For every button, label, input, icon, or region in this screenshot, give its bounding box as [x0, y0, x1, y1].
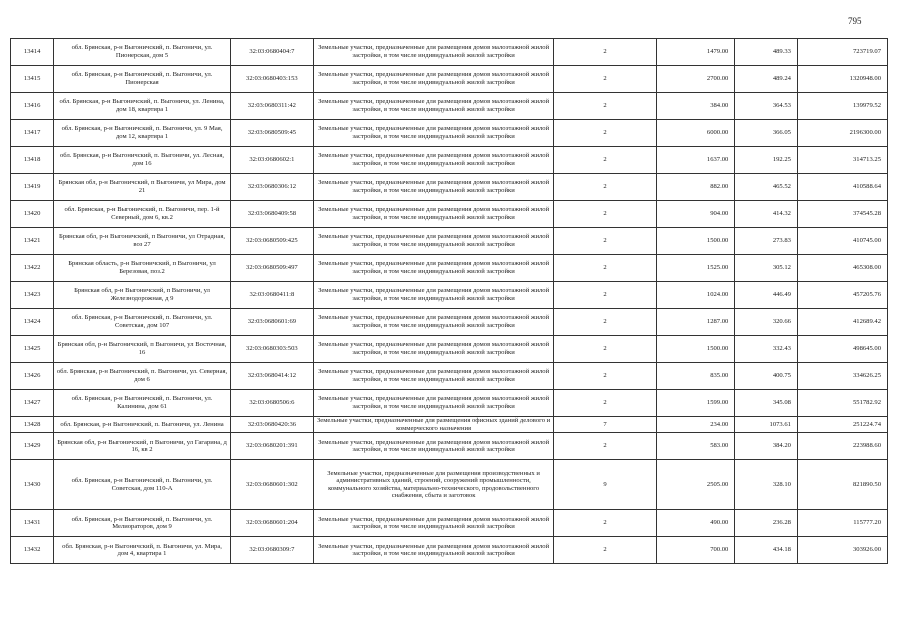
specific-value-cell: 328.10 [735, 460, 798, 510]
address-cell: обл. Брянская, р-н Выгоничский, п. Выгоничи, ул. Пионерская [54, 66, 231, 93]
row-number: 13421 [11, 228, 54, 255]
address-cell: Брянская обл, р-н Выгоничский, п Выгоничи, ул Гагарина, д 16, кв 2 [54, 433, 231, 460]
table-row [11, 228, 888, 255]
land-use-cell: Земельные участки, предназначенные для размещения домов малоэтажной жилой застройки, в том числе индивидуальной жилой застройки [313, 147, 553, 174]
address-cell: обл. Брянская, р-н Выгоничский, п. Выгоничи, ул. Советская, дом 107 [54, 309, 231, 336]
row-number: 13426 [11, 363, 54, 390]
cadastral-value-cell: 223988.60 [797, 433, 887, 460]
row-number: 13429 [11, 433, 54, 460]
use-class-cell: 2 [554, 309, 657, 336]
area-cell: 1024.00 [656, 282, 735, 309]
land-use-cell: Земельные участки, предназначенные для размещения домов малоэтажной жилой застройки, в том числе индивидуальной жилой застройки [313, 363, 553, 390]
row-number: 13418 [11, 147, 54, 174]
use-class-cell: 2 [554, 66, 657, 93]
table-row [11, 66, 888, 93]
cadastral-number-cell: 32:03:0680506:6 [230, 390, 313, 417]
address-cell: обл. Брянская, р-н Выгоничский, п. Выгоничи, ул. Калинина, дом 61 [54, 390, 231, 417]
address-cell: Брянская обл, р-н Выгоничский, п Выгоничи, ул Железнодорожная, д 9 [54, 282, 231, 309]
address-cell: обл. Брянская, р-н Выгоничский, п. Выгоничи, ул. Ленина, дом 18, квартира 1 [54, 93, 231, 120]
area-cell: 490.00 [656, 510, 735, 537]
land-use-cell: Земельные участки, предназначенные для размещения домов малоэтажной жилой застройки, в том числе индивидуальной жилой застройки [313, 433, 553, 460]
cadastral-value-cell: 821890.50 [797, 460, 887, 510]
area-cell: 1287.00 [656, 309, 735, 336]
land-use-cell: Земельные участки, предназначенные для размещения домов малоэтажной жилой застройки, в том числе индивидуальной жилой застройки [313, 282, 553, 309]
specific-value-cell: 384.20 [735, 433, 798, 460]
cadastral-number-cell: 32:03:0680509:497 [230, 255, 313, 282]
area-cell: 234.00 [656, 417, 735, 433]
row-number: 13414 [11, 39, 54, 66]
table-row [11, 460, 888, 510]
cadastral-value-cell: 498645.00 [797, 336, 887, 363]
cadastral-value-cell: 465308.00 [797, 255, 887, 282]
use-class-cell: 2 [554, 282, 657, 309]
table-body [11, 39, 888, 564]
address-cell: обл. Брянская, р-н Выгоничский, п. Выгоничи, ул. Мира, дом 4, квартира 1 [54, 537, 231, 564]
land-use-cell: Земельные участки, предназначенные для размещения домов малоэтажной жилой застройки, в том числе индивидуальной жилой застройки [313, 309, 553, 336]
area-cell: 2700.00 [656, 66, 735, 93]
specific-value-cell: 400.75 [735, 363, 798, 390]
row-number: 13431 [11, 510, 54, 537]
row-number: 13416 [11, 93, 54, 120]
use-class-cell: 2 [554, 433, 657, 460]
cadastral-value-cell: 1320948.00 [797, 66, 887, 93]
cadastral-value-cell: 412689.42 [797, 309, 887, 336]
specific-value-cell: 332.43 [735, 336, 798, 363]
land-use-cell: Земельные участки, предназначенные для размещения домов малоэтажной жилой застройки, в том числе индивидуальной жилой застройки [313, 39, 553, 66]
specific-value-cell: 305.12 [735, 255, 798, 282]
row-number: 13422 [11, 255, 54, 282]
cadastral-value-cell: 115777.20 [797, 510, 887, 537]
row-number: 13432 [11, 537, 54, 564]
area-cell: 882.00 [656, 174, 735, 201]
row-number: 13428 [11, 417, 54, 433]
cadastral-value-cell: 303926.00 [797, 537, 887, 564]
cadastral-number-cell: 32:03:0680601:69 [230, 309, 313, 336]
cadastral-number-cell: 32:03:0680303:503 [230, 336, 313, 363]
cadastral-value-cell: 251224.74 [797, 417, 887, 433]
use-class-cell: 2 [554, 390, 657, 417]
land-use-cell: Земельные участки, предназначенные для размещения домов малоэтажной жилой застройки, в том числе индивидуальной жилой застройки [313, 201, 553, 228]
cadastral-value-cell: 374545.28 [797, 201, 887, 228]
address-cell: обл. Брянская, р-н Выгоничский, п. Выгоничи, ул. Северная, дом 6 [54, 363, 231, 390]
use-class-cell: 2 [554, 537, 657, 564]
table-row [11, 120, 888, 147]
use-class-cell: 2 [554, 93, 657, 120]
row-number: 13424 [11, 309, 54, 336]
row-number: 13427 [11, 390, 54, 417]
table-row [11, 510, 888, 537]
table-row [11, 433, 888, 460]
land-use-cell: Земельные участки, предназначенные для размещения домов малоэтажной жилой застройки, в том числе индивидуальной жилой застройки [313, 510, 553, 537]
specific-value-cell: 1073.61 [735, 417, 798, 433]
cadastral-value-cell: 457205.76 [797, 282, 887, 309]
table-row [11, 390, 888, 417]
cadastral-number-cell: 32:03:0680311:42 [230, 93, 313, 120]
specific-value-cell: 345.08 [735, 390, 798, 417]
cadastral-value-cell: 2196300.00 [797, 120, 887, 147]
table-row [11, 93, 888, 120]
address-cell: обл. Брянская, р-н Выгоничский, п. Выгоничи, ул. Советская, дом 110-А [54, 460, 231, 510]
use-class-cell: 2 [554, 363, 657, 390]
land-use-cell: Земельные участки, предназначенные для размещения домов малоэтажной жилой застройки, в том числе индивидуальной жилой застройки [313, 66, 553, 93]
cadastral-number-cell: 32:03:0680509:45 [230, 120, 313, 147]
land-use-cell: Земельные участки, предназначенные для размещения домов малоэтажной жилой застройки, в том числе индивидуальной жилой застройки [313, 390, 553, 417]
row-number: 13420 [11, 201, 54, 228]
address-cell: обл. Брянская, р-н Выгоничский, п. Выгоничи, ул. 9 Мая, дом 12, квартира 1 [54, 120, 231, 147]
cadastral-number-cell: 32:03:0680411:8 [230, 282, 313, 309]
cadastral-number-cell: 32:03:0680309:7 [230, 537, 313, 564]
area-cell: 6000.00 [656, 120, 735, 147]
table-row [11, 363, 888, 390]
row-number: 13425 [11, 336, 54, 363]
land-use-cell: Земельные участки, предназначенные для размещения домов малоэтажной жилой застройки, в том числе индивидуальной жилой застройки [313, 174, 553, 201]
use-class-cell: 2 [554, 39, 657, 66]
specific-value-cell: 320.66 [735, 309, 798, 336]
land-use-cell: Земельные участки, предназначенные для размещения домов малоэтажной жилой застройки, в том числе индивидуальной жилой застройки [313, 336, 553, 363]
use-class-cell: 9 [554, 460, 657, 510]
address-cell: Брянская обл, р-н Выгоничский, п Выгоничи, ул Отрадная, воз 27 [54, 228, 231, 255]
address-cell: обл. Брянская, р-н Выгоничский, п. Выгоничи, ул. Мелиораторов, дом 9 [54, 510, 231, 537]
area-cell: 1479.00 [656, 39, 735, 66]
use-class-cell: 7 [554, 417, 657, 433]
table-row [11, 147, 888, 174]
specific-value-cell: 273.83 [735, 228, 798, 255]
cadastral-number-cell: 32:03:0680414:12 [230, 363, 313, 390]
row-number: 13417 [11, 120, 54, 147]
cadastral-number-cell: 32:03:0680403:153 [230, 66, 313, 93]
cadastral-value-cell: 314713.25 [797, 147, 887, 174]
address-cell: обл. Брянская, р-н Выгоничский, п. Выгоничи, ул. Лесная, дом 16 [54, 147, 231, 174]
cadastral-number-cell: 32:03:0680602:1 [230, 147, 313, 174]
table-row [11, 255, 888, 282]
use-class-cell: 2 [554, 228, 657, 255]
specific-value-cell: 414.32 [735, 201, 798, 228]
cadastral-value-cell: 334626.25 [797, 363, 887, 390]
address-cell: обл. Брянская, р-н Выгоничский, п. Выгоничи, ул. Пионерская, дом 5 [54, 39, 231, 66]
land-use-cell: Земельные участки, предназначенные для размещения домов малоэтажной жилой застройки, в том числе индивидуальной жилой застройки [313, 93, 553, 120]
land-use-cell: Земельные участки, предназначенные для размещения домов малоэтажной жилой застройки, в том числе индивидуальной жилой застройки [313, 228, 553, 255]
cadastral-number-cell: 32:03:0680601:204 [230, 510, 313, 537]
cadastral-number-cell: 32:03:0680306:12 [230, 174, 313, 201]
address-cell: обл. Брянская, р-н Выгоничский, п. Выгоничи, ул. Ленина [54, 417, 231, 433]
specific-value-cell: 446.49 [735, 282, 798, 309]
area-cell: 835.00 [656, 363, 735, 390]
row-number: 13419 [11, 174, 54, 201]
table-row [11, 537, 888, 564]
area-cell: 384.00 [656, 93, 735, 120]
use-class-cell: 2 [554, 201, 657, 228]
table-row [11, 174, 888, 201]
area-cell: 1637.00 [656, 147, 735, 174]
cadastral-number-cell: 32:03:0680420:36 [230, 417, 313, 433]
specific-value-cell: 434.18 [735, 537, 798, 564]
land-use-cell: Земельные участки, предназначенные для размещения производственных и административных зданий, строений, сооружений промышленности, коммунального хозяйства, материально-технического, продовольственного снабжения, сбыта и заготовок [313, 460, 553, 510]
page-number: 795 [848, 16, 862, 26]
use-class-cell: 2 [554, 510, 657, 537]
specific-value-cell: 366.05 [735, 120, 798, 147]
cadastral-number-cell: 32:03:0680509:425 [230, 228, 313, 255]
area-cell: 2505.00 [656, 460, 735, 510]
area-cell: 700.00 [656, 537, 735, 564]
cadastral-number-cell: 32:03:0680409:58 [230, 201, 313, 228]
area-cell: 583.00 [656, 433, 735, 460]
table-row [11, 201, 888, 228]
specific-value-cell: 364.53 [735, 93, 798, 120]
land-use-cell: Земельные участки, предназначенные для размещения домов малоэтажной жилой застройки, в том числе индивидуальной жилой застройки [313, 537, 553, 564]
cadastral-value-cell: 551782.92 [797, 390, 887, 417]
area-cell: 1500.00 [656, 228, 735, 255]
cadastral-number-cell: 32:03:0680201:391 [230, 433, 313, 460]
cadastral-value-table [10, 38, 888, 564]
row-number: 13423 [11, 282, 54, 309]
use-class-cell: 2 [554, 120, 657, 147]
specific-value-cell: 192.25 [735, 147, 798, 174]
specific-value-cell: 489.33 [735, 39, 798, 66]
cadastral-value-cell: 139979.52 [797, 93, 887, 120]
table-row [11, 309, 888, 336]
cadastral-value-cell: 723719.07 [797, 39, 887, 66]
table-row [11, 336, 888, 363]
address-cell: обл. Брянская, р-н Выгоничский, п. Выгоничи, пер. 1-й Северный, дом 6, кв.2 [54, 201, 231, 228]
specific-value-cell: 489.24 [735, 66, 798, 93]
use-class-cell: 2 [554, 147, 657, 174]
cadastral-number-cell: 32:03:0680404:7 [230, 39, 313, 66]
specific-value-cell: 465.52 [735, 174, 798, 201]
area-cell: 904.00 [656, 201, 735, 228]
table-row [11, 417, 888, 433]
use-class-cell: 2 [554, 255, 657, 282]
row-number: 13415 [11, 66, 54, 93]
table-row [11, 282, 888, 309]
cadastral-value-cell: 410745.00 [797, 228, 887, 255]
specific-value-cell: 236.28 [735, 510, 798, 537]
use-class-cell: 2 [554, 174, 657, 201]
use-class-cell: 2 [554, 336, 657, 363]
cadastral-number-cell: 32:03:0680601:302 [230, 460, 313, 510]
area-cell: 1500.00 [656, 336, 735, 363]
cadastral-value-cell: 410588.64 [797, 174, 887, 201]
land-use-cell: Земельные участки, предназначенные для размещения офисных зданий делового и коммерческого назначения [313, 417, 553, 433]
row-number: 13430 [11, 460, 54, 510]
address-cell: Брянская обл, р-н Выгоничский, п Выгоничи, ул Восточная, 16 [54, 336, 231, 363]
table-row [11, 39, 888, 66]
address-cell: Брянская обл, р-н Выгоничский, п Выгоничи, ул Мира, дом 21 [54, 174, 231, 201]
area-cell: 1599.00 [656, 390, 735, 417]
land-use-cell: Земельные участки, предназначенные для размещения домов малоэтажной жилой застройки, в том числе индивидуальной жилой застройки [313, 255, 553, 282]
address-cell: Брянская область, р-н Выгоничский, п Выгоничи, ул Березовая, поз.2 [54, 255, 231, 282]
area-cell: 1525.00 [656, 255, 735, 282]
land-use-cell: Земельные участки, предназначенные для размещения домов малоэтажной жилой застройки, в том числе индивидуальной жилой застройки [313, 120, 553, 147]
